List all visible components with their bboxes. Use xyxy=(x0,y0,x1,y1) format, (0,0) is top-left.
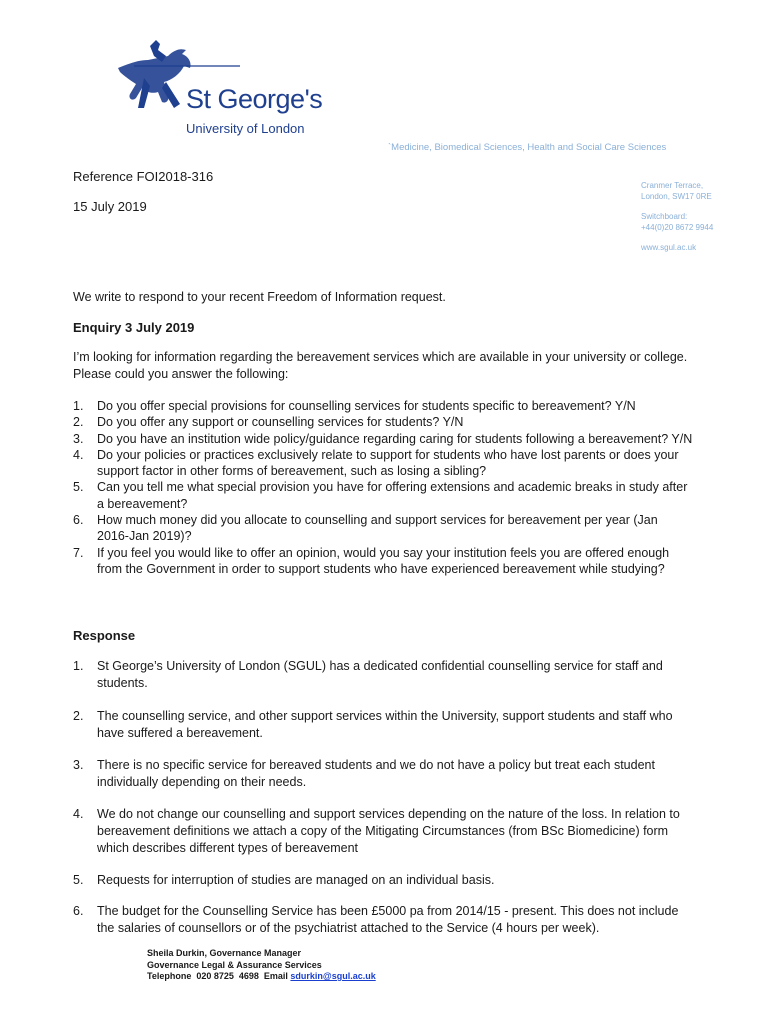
list-item: 3. Do you have an institution wide policy/guidance regarding caring for students following a bereavement? Y/N xyxy=(73,431,693,446)
list-item: 5. Can you tell me what special provision you have for offering extensions and academic breaks in study after a bereavement? xyxy=(73,480,688,511)
list-item: 6. How much money did you allocate to counselling and support services for bereavement per year (Jan 2016-Jan 2019)? xyxy=(73,513,658,544)
list-item: 2. Do you offer any support or counselling services for students? Y/N xyxy=(73,415,464,430)
footer-name: Sheila Durkin, Governance Manager xyxy=(147,948,302,958)
response-item: 2. The counselling service, and other support services within the University, support students and staff who have suffered a bereavement. xyxy=(73,709,673,740)
website-link[interactable]: www.sgul.ac.uk xyxy=(641,243,697,252)
intro-paragraph: We write to respond to your recent Freedom of Information request. xyxy=(73,290,446,304)
reference-number: Reference FOI2018-316 xyxy=(73,169,214,184)
email-link[interactable]: sdurkin@sgul.ac.uk xyxy=(290,971,376,981)
list-item: 1. Do you offer special provisions for counselling services for students specific to bereavement? Y/N xyxy=(73,399,636,413)
address-line: Cranmer Terrace, xyxy=(641,181,704,190)
letter-date: 15 July 2019 xyxy=(73,199,147,214)
response-item: 5. Requests for interruption of studies are managed on an individual basis. xyxy=(73,873,495,887)
logo-name: St George's xyxy=(186,84,323,114)
response-heading: Response xyxy=(73,628,136,643)
response-item: 3. There is no specific service for bereaved students and we do not have a policy but treat each student individually depending on their needs. xyxy=(73,758,655,789)
footer-department: Governance Legal & Assurance Services xyxy=(147,959,322,970)
list-item: 4. Do your policies or practices exclusively relate to support for students who have lost parents or does your support factor in other forms of bereavement, such as losing a sibling? xyxy=(73,447,679,479)
response-item: 6. The budget for the Counselling Service has been £5000 pa from 2014/15 - present. This does not include the salaries of counsellors or of the psychiatrist attached to the Service (4 hours per week). xyxy=(73,904,679,935)
response-item: 4. We do not change our counselling and support services depending on the nature of the loss. In relation to bereavement definitions we attach a copy of the Mitigating Circumstances (from BSc Biomedicine) form which describes different types of bereavement xyxy=(73,807,680,855)
logo-subtitle: University of London xyxy=(186,121,305,136)
enquiry-text: I’m looking for information regarding the bereavement services which are available in your university or college. Please could you answer the following: xyxy=(73,350,688,381)
signature-footer xyxy=(147,948,376,983)
tagline: `Medicine, Biomedical Sciences, Health and Social Care Sciences xyxy=(388,142,667,153)
list-item: 7. If you feel you would like to offer an opinion, would you say your institution feels you are offered enough from the Government in order to support students who have experienced bereavement while studying? xyxy=(73,545,670,576)
switchboard-label: Switchboard: xyxy=(641,212,688,221)
enquiry-heading: Enquiry 3 July 2019 xyxy=(73,320,195,335)
footer-contact: Telephone 020 8725 4698 Email sdurkin@sgul.ac.uk xyxy=(147,971,376,981)
address-line: London, SW17 0RE xyxy=(641,192,712,201)
switchboard-number: +44(0)20 8672 9944 xyxy=(641,223,714,232)
address-block xyxy=(641,180,766,253)
question-list xyxy=(73,398,693,577)
response-item: 1. St George’s University of London (SGUL) has a dedicated confidential counselling service for staff and students. xyxy=(73,659,663,690)
